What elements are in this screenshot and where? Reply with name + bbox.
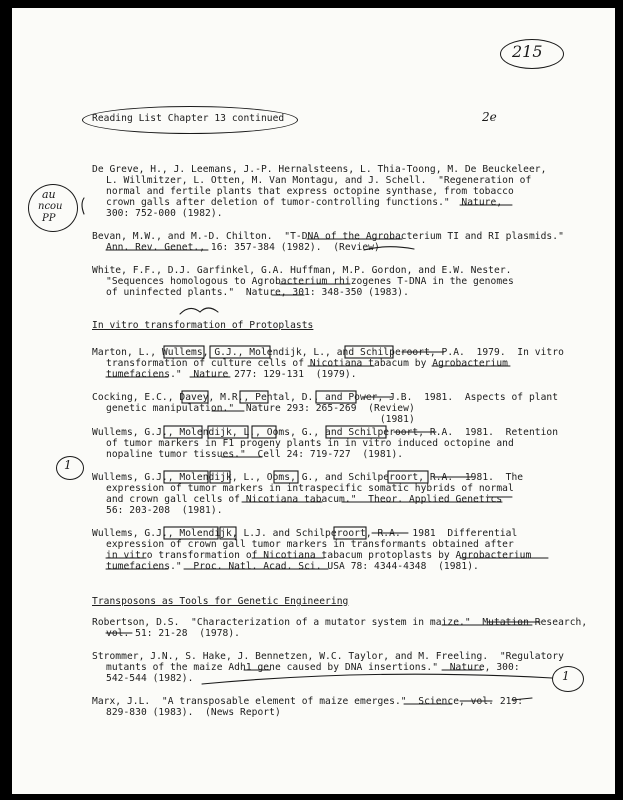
citation-degreve-line-3: normal and fertile plants that express octopine synthase, from tobacco	[106, 186, 514, 197]
citation-white-line-1: White, F.F., D.J. Garfinkel, G.A. Huffman, M.P. Gordon, and E.W. Nester.	[92, 265, 512, 276]
citation-wullems-1-line-3: nopaline tumor tissues." Cell 24: 719-727 (1981).	[106, 449, 404, 460]
citation-wullems-2-line-3: and crown gall cells of Nicotiana tabacum." Theor. Applied Genetics	[106, 494, 503, 505]
citation-wullems-2-line-4: 56: 203-208 (1981).	[106, 505, 223, 516]
citation-cocking-line-2: genetic manipulation." Nature 293: 265-269 (Review)	[106, 403, 415, 414]
editor-pen-marks	[12, 8, 615, 794]
citation-wullems-3-line-4: tumefaciens." Proc. Natl. Acad. Sci. USA 78: 4344-4348 (1981).	[106, 561, 479, 572]
circled-mark-1: 1	[64, 458, 72, 472]
citation-wullems-2-line-1: Wullems, G.J., Molendijk, L., Ooms, G., and Schilperoort, R.A. 1981. The	[92, 472, 524, 483]
margin-note-line-1: au	[42, 188, 56, 201]
header-mark: 2e	[482, 110, 497, 124]
citation-cocking-line-1: Cocking, E.C., Davey, M.R., Pental, D., and Power, J.B. 1981. Aspects of plant	[92, 392, 559, 403]
citation-marton-line-1: Marton, L., Wullems, G.J., Molendijk, L., and Schilperoort, P.A. 1979. In vitro	[92, 347, 564, 358]
citation-bevan-line-2: Ann. Rev. Genet., 16: 357-384 (1982). (Review)	[106, 242, 380, 253]
section-title-in-vitro: In vitro transformation of Protoplasts	[92, 320, 314, 331]
citation-strommer-line-1: Strommer, J.N., S. Hake, J. Bennetzen, W.C. Taylor, and M. Freeling. "Regulatory	[92, 651, 564, 662]
citation-strommer-line-3: 542-544 (1982).	[106, 673, 194, 684]
citation-degreve-line-2: L. Willmitzer, L. Otten, M. Van Montagu, and J. Schell. "Regeneration of	[106, 175, 532, 186]
citation-marx-line-2: 829-830 (1983). (News Report)	[106, 707, 281, 718]
citation-cocking-line-3: (1981)	[106, 414, 415, 425]
margin-note-line-2: ncou	[38, 201, 63, 212]
circled-mark-2: 1	[562, 669, 570, 683]
document-page	[12, 8, 615, 794]
citation-degreve-line-1: De Greve, H., J. Leemans, J.-P. Hernalsteens, L. Thia-Toong, M. De Beuckeleer,	[92, 164, 547, 175]
citation-marx-line-1: Marx, J.L. "A transposable element of maize emerges." Science, vol. 219:	[92, 696, 524, 707]
citation-wullems-3-line-2: expression of crown gall tumor markers in transformants obtained after	[106, 539, 514, 550]
citation-robertson-line-2: vol. 51: 21-28 (1978).	[106, 628, 240, 639]
citation-robertson-line-1: Robertson, D.S. "Characterization of a mutator system in maize." Mutation Research,	[92, 617, 588, 628]
citation-degreve-line-4: crown galls after deletion of tumor-controlling functions." Nature,	[106, 197, 503, 208]
citation-strommer-line-2: mutants of the maize Adh1 gene caused by DNA insertions." Nature, 300:	[106, 662, 520, 673]
citation-wullems-2-line-2: expression of tumor markers in intraspecific somatic hybrids of normal	[106, 483, 514, 494]
citation-degreve-line-5: 300: 752-000 (1982).	[106, 208, 223, 219]
page-number: 215	[512, 42, 543, 61]
citation-bevan-line-1: Bevan, M.W., and M.-D. Chilton. "T-DNA of the Agrobacterium TI and RI plasmids."	[92, 231, 564, 242]
citation-marton-line-2: transformation of culture cells of Nicotiana tabacum by Agrobacterium	[106, 358, 508, 369]
citation-white-line-2: "Sequences homologous to Agrobacterium rhizogenes T-DNA in the genomes	[106, 276, 514, 287]
margin-note-line-3: PP	[42, 213, 56, 224]
citation-wullems-3-line-1: Wullems, G.J., Molendijk, L.J. and Schilperoort, R.A. 1981 Differential	[92, 528, 518, 539]
section-title-transposons: Transposons as Tools for Genetic Engineering	[92, 596, 349, 607]
citation-white-line-3: of uninfected plants." Nature, 301: 348-350 (1983).	[106, 287, 409, 298]
citation-marton-line-3: tumefaciens." Nature 277: 129-131 (1979).	[106, 369, 357, 380]
citation-wullems-1-line-2: of tumor markers in F1 progeny plants in in vitro induced octopine and	[106, 438, 514, 449]
citation-wullems-1-line-1: Wullems, G.J., Molendijk, L., Ooms, G., and Schilperoort, R.A. 1981. Retention	[92, 427, 559, 438]
citation-wullems-3-line-3: in vitro transformation of Nicotiana tabacum protoplasts by Agrobacterium	[106, 550, 532, 561]
page-header: Reading List Chapter 13 continued	[92, 113, 285, 124]
